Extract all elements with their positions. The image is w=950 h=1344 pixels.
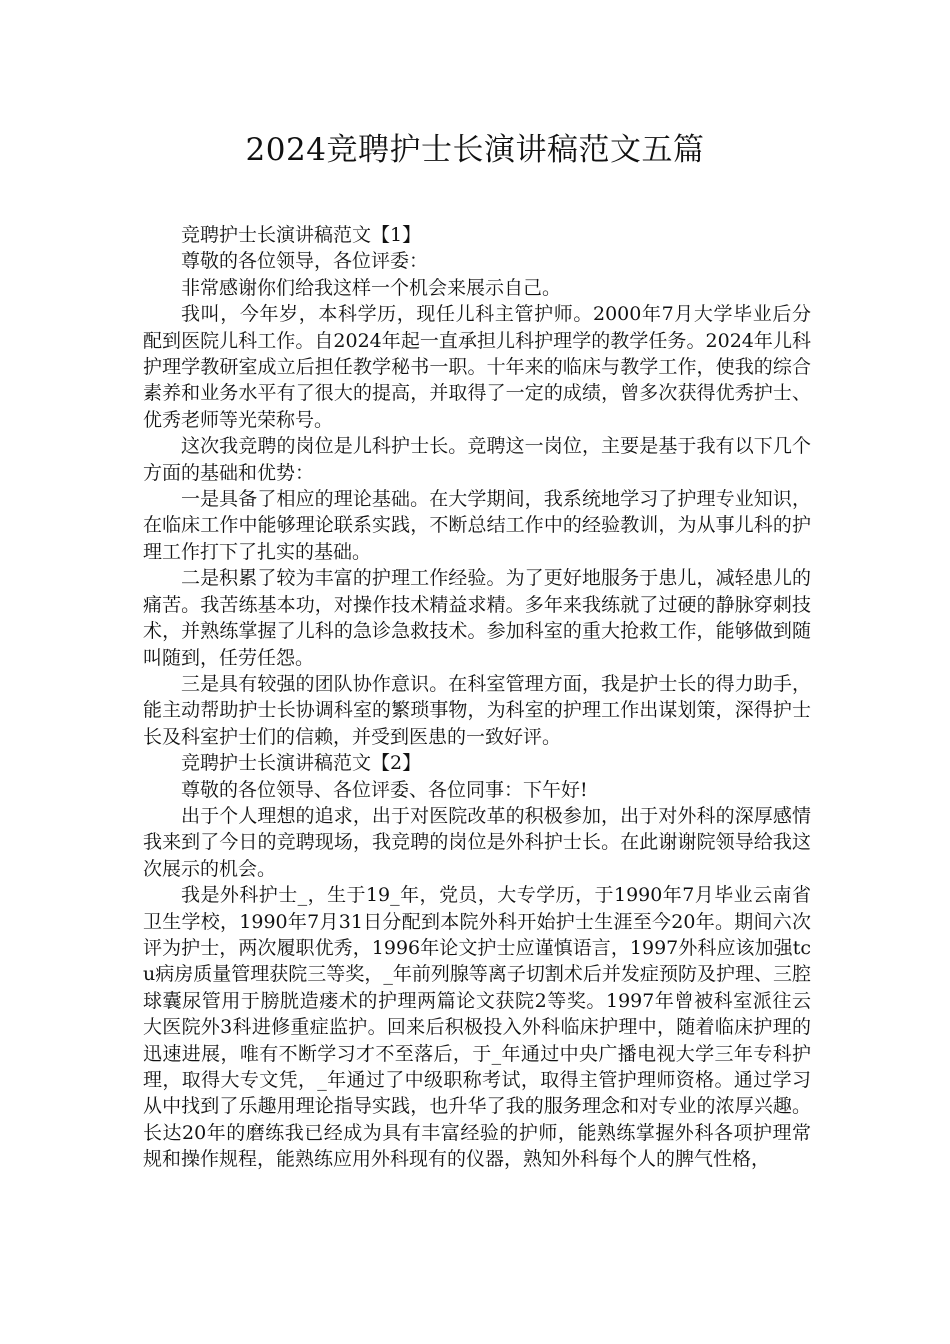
paragraph: 三是具有较强的团队协作意识。在科室管理方面，我是护士长的得力助手，能主动帮助护士长协调科室的繁琐事物，为科室的护理工作出谋划策，深得护士长及科室护士们的信赖，并受到医患的一致好评。 (143, 672, 811, 748)
paragraph: 二是积累了较为丰富的护理工作经验。为了更好地服务于患儿，减轻患儿的痛苦。我苦练基本功，对操作技术精益求精。多年来我练就了过硬的静脉穿刺技术，并熟练掌握了儿科的急诊急救技术。参加科室的重大抢救工作，能够做到随叫随到，任劳任怨。 (143, 567, 811, 669)
paragraph: 出于个人理想的追求，出于对医院改革的积极参加，出于对外科的深厚感情我来到了今日的竞聘现场，我竞聘的岗位是外科护士长。在此谢谢院领导给我这次展示的机会。 (143, 804, 811, 880)
paragraph: 我叫，今年岁，本科学历，现任儿科主管护师。2000年7月大学毕业后分配到医院儿科工作。自2024年起一直承担儿科护理学的教学任务。2024年儿科护理学教研室成立后担任教学秘书一职。十年来的临床与教学工作，使我的综合素养和业务水平有了很大的提高，并取得了一定的成绩，曾多次获得优秀护士、优秀老师等光荣称号。 (143, 303, 811, 431)
paragraph-salutation-2: 尊敬的各位领导、各位评委、各位同事：下午好! (181, 778, 588, 801)
paragraph: 非常感谢你们给我这样一个机会来展示自己。 (181, 276, 562, 299)
paragraph: 这次我竞聘的岗位是儿科护士长。竞聘这一岗位，主要是基于我有以下几个方面的基础和优势： (143, 435, 811, 484)
paragraph: 我是外科护士_，生于19_年，党员，大专学历，于1990年7月毕业云南省卫生学校，1990年7月31日分配到本院外科开始护士生涯至今20年。期间六次评为护士，两次履职优秀，1996年论文护士应谨慎语言，1997外科应该加强tcu病房质量管理获院三等奖，_年前列腺等离子切割术后并发症预防及护理、三腔球囊尿管用于膀胱造瘘术的护理两篇论文获院2等奖。1997年曾被科室派往云大医院外3科进修重症监护。回来后积极投入外科临床护理中，随着临床护理的迅速进展，唯有不断学习才不至落后，于_年通过中央广播电视大学三年专科护理，取得大专文凭，_年通过了中级职称考试，取得主管护理师资格。通过学习从中找到了乐趣用理论指导实践，也升华了我的服务理念和对专业的浓厚兴趣。长达20年的磨练我已经成为具有丰富经验的护师，能熟练掌握外科各项护理常规和操作规程，能熟练应用外科现有的仪器，熟知外科每个人的脾气性格， (143, 884, 811, 1171)
paragraph-salutation-1: 尊敬的各位领导，各位评委： (181, 250, 429, 273)
paragraph-heading-1: 竞聘护士长演讲稿范文【1】 (181, 224, 422, 246)
paragraph-heading-2: 竞聘护士长演讲稿范文【2】 (181, 752, 422, 775)
document-body (143, 222, 811, 1173)
paragraph: 一是具备了相应的理论基础。在大学期间，我系统地学习了护理专业知识，在临床工作中能够理论联系实践，不断总结工作中的经验教训，为从事儿科的护理工作打下了扎实的基础。 (143, 488, 811, 563)
document-title: 2024竞聘护士长演讲稿范文五篇 (245, 132, 705, 168)
